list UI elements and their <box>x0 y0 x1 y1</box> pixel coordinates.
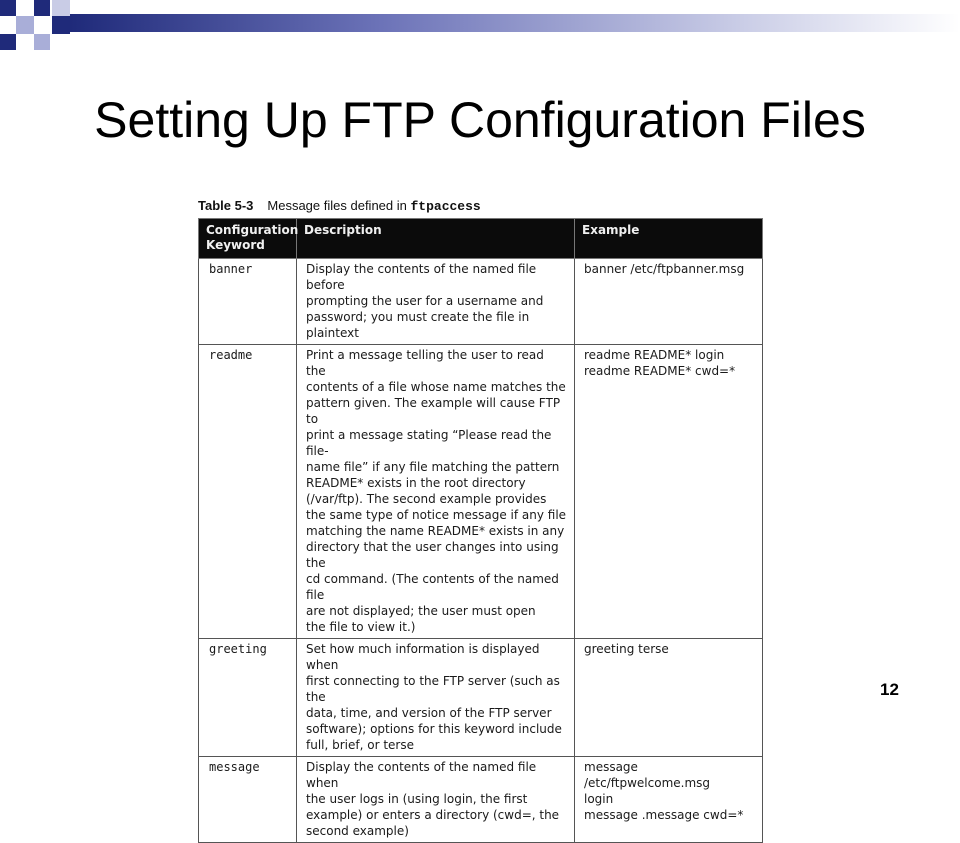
deco-square-1 <box>0 0 16 16</box>
deco-square-6 <box>34 34 50 50</box>
table-row <box>199 345 763 639</box>
header-gradient-bar <box>70 14 960 32</box>
header-description: Description <box>297 219 575 259</box>
table-row <box>199 259 763 345</box>
description-cell: Print a message telling the user to read the contents of a file whose name matches the pattern given. The example will cause FTP to print a message stating “Please read the file- name file” if any file matching the pattern README* exists in the root directory (/var/ftp). The second example provides the same type of notice message if any file matching the name README* exists in any directory that the user changes into using the cd command. (The contents of the named file are not displayed; the user must open the file to view it.) <box>297 345 575 639</box>
description-cell: Set how much information is displayed when first connecting to the FTP server (such as the data, time, and version of the FTP server software); options for this keyword include full, brief, or terse <box>297 639 575 757</box>
message-files-table <box>198 218 763 843</box>
deco-square-2 <box>34 0 50 16</box>
table-caption-text: Message files defined in <box>267 198 411 213</box>
header-example: Example <box>575 219 763 259</box>
table-caption-number: Table 5-3 <box>198 198 254 213</box>
keyword-cell: readme <box>199 345 297 639</box>
description-cell: Display the contents of the named file when the user logs in (using login, the first example) or enters a directory (cwd=, the second example) <box>297 757 575 843</box>
header-keyword: Configuration Keyword <box>199 219 297 259</box>
keyword-cell: greeting <box>199 639 297 757</box>
keyword-cell: message <box>199 757 297 843</box>
deco-square-7 <box>52 16 70 34</box>
description-cell: Display the contents of the named file before prompting the user for a username and password; you must create the file in plaintext <box>297 259 575 345</box>
deco-square-4 <box>52 0 70 16</box>
deco-square-5 <box>0 34 16 50</box>
keyword-cell: banner <box>199 259 297 345</box>
table-caption-code: ftpaccess <box>410 199 481 214</box>
deco-square-3 <box>16 16 34 34</box>
example-cell: greeting terse <box>575 639 763 757</box>
table-caption <box>198 198 481 214</box>
table-row <box>199 757 763 843</box>
example-cell: banner /etc/ftpbanner.msg <box>575 259 763 345</box>
page-number: 12 <box>880 680 899 699</box>
example-cell: message /etc/ftpwelcome.msg login message .message cwd=* <box>575 757 763 843</box>
table-row <box>199 639 763 757</box>
slide-title: Setting Up FTP Configuration Files <box>94 92 866 148</box>
example-cell: readme README* login readme README* cwd=* <box>575 345 763 639</box>
table-header-row <box>199 219 763 259</box>
